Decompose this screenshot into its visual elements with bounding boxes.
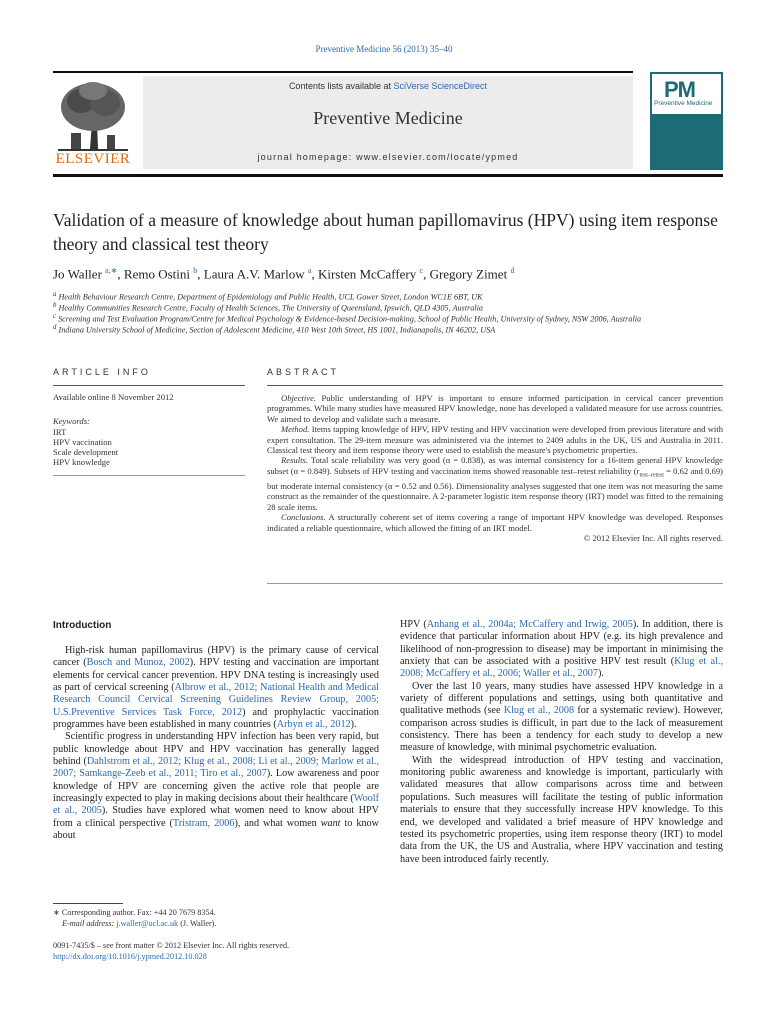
affiliation: $^b$ Healthy Communities Research Centre, Faculty of Health Sciences, The University of Queensland, Ipswich, QLD 4305, Australia [53, 302, 483, 313]
author-sup[interactable]: d [510, 266, 515, 275]
citation-link[interactable]: Klug et al., 2008; McCaffery et al., 2006; Waller et al., 2007 [400, 656, 723, 680]
journal-reference[interactable]: Preventive Medicine 56 (2013) 35–40 [315, 44, 453, 54]
abstract-method: Method. Items tapping knowledge of HPV, HPV testing and HPV vaccination were developed from previous literature and with expert consultation. The 29-item measure was administered via the internet to 2409 adults in the UK, US and Australia in 2011. Classical test theory and item response theory were used to establish the measure's psychometric properties. [267, 424, 723, 456]
journal-cover-name: Preventive Medicine [654, 100, 713, 107]
affiliation: $^a$ Health Behaviour Research Centre, Department of Epidemiology and Public Health, UCL Gower Street, London WC1E 6BT, UK [53, 291, 483, 302]
journal-homepage[interactable]: journal homepage: www.elsevier.com/locate/ypmed [257, 152, 519, 162]
body-paragraph: Scientific progress in understanding HPV infection has been very rapid, but public knowledge about HPV and HPV vaccination has generally lagged behind (Dahlstrom et al., 2012; Klug et al., 2008; Li et al., 2009; Marlow et al., 2007; Samkange-Zeeb et al., 2011; Tiro et al., 2007). Low awareness and poor knowledge of HPV are concerning given the active role that people are increasingly expected to play in making decisions about their healthcare (Woolf et al., 2005). Studies have explored what women need to know about HPV from a clinical perspective (Tristram, 2006), and what women want to know about [53, 731, 380, 842]
paper-title: Validation of a measure of knowledge about human papillomavirus (HPV) using item response theory and classical test theory [53, 210, 718, 254]
abstract-rule [267, 385, 723, 386]
keyword-item: HPV knowledge [53, 457, 110, 467]
author-sup[interactable]: a [307, 266, 312, 275]
affiliation: $^c$ Screening and Test Evaluation Program/Centre for Medical Psychology & Evidence-based Decision-making, School of Public Health, University of Sydney, NSW 2006, Australia [53, 313, 642, 324]
body-column-left [53, 645, 379, 843]
citation-link[interactable]: Arbyn et al., 2012 [276, 719, 351, 731]
header-top-rule [53, 71, 633, 73]
abstract-bottom-rule [267, 583, 723, 584]
keyword-item: HPV vaccination [53, 437, 112, 447]
abstract-copyright: © 2012 Elsevier Inc. All rights reserved. [583, 533, 723, 543]
author-name: Jo Waller [53, 266, 102, 282]
doi-link[interactable]: http://dx.doi.org/10.1016/j.ypmed.2012.10.028 [53, 952, 207, 961]
keyword-item: Scale development [53, 447, 119, 457]
available-online: Available online 8 November 2012 [53, 392, 174, 402]
affiliation: $^d$ Indiana University School of Medicine, Section of Adolescent Medicine, 410 West 10th Street, HS 1001, Indianapolis, IN 46202, USA [53, 324, 496, 335]
footnotes [53, 907, 216, 929]
contents-prefix: Contents lists available at [288, 81, 394, 91]
citation-link[interactable]: Klug et al., 2008 [503, 705, 575, 717]
journal-title: Preventive Medicine [313, 108, 463, 128]
issn-line: 0091-7435/$ – see front matter © 2012 Elsevier Inc. All rights reserved. [53, 941, 290, 950]
copyright-block [53, 940, 289, 962]
body-column-right [400, 619, 723, 866]
author-sup[interactable]: c [419, 266, 424, 275]
author-name: Remo Ostini [123, 266, 191, 282]
abstract-heading: ABSTRACT [267, 367, 340, 377]
body-paragraph: HPV (Anhang et al., 2004a; McCaffery and Irwig, 2005). In addition, there is evidence that particular information about HPV (e.g. its high prevalence and likelihood of non-progression to disease) may be important in minimising the anxiety that can be associated with a positive HPV test result (Klug et al., 2008; McCaffery et al., 2006; Waller et al., 2007). [400, 619, 723, 680]
citation-link[interactable]: Bosch and Munoz, 2002 [86, 657, 190, 669]
author-name: Kirsten McCaffery [317, 266, 417, 282]
author-list: Jo Waller $^{a,∗}$, Remo Ostini $^b$, Laura A.V. Marlow $^a$, Kirsten McCaffery $^c$, Gregory Zimet $^d$ [53, 266, 515, 282]
article-info-heading: ARTICLE INFO [53, 367, 151, 377]
citation-link[interactable]: Anhang et al., 2004a; McCaffery and Irwig, 2005 [426, 619, 633, 630]
contents-line [143, 81, 633, 91]
article-info-rule [53, 385, 245, 386]
elsevier-wordmark: ELSEVIER [55, 151, 131, 167]
email-link[interactable]: j.waller@ucl.ac.uk [116, 919, 179, 928]
article-info-bottom-rule [53, 475, 245, 476]
abstract-objective: Objective. Public understanding of HPV is important to ensure informed participation in cervical cancer prevention programmes. While many studies have measured HPV knowledge, none has developed a validated measure for use across countries. We aimed to develop and validate such a measure. [267, 393, 723, 424]
email-line: E-mail address: j.waller@ucl.ac.uk (J. Waller). [62, 919, 217, 928]
author-sup[interactable]: a,∗ [105, 266, 118, 275]
citation-link[interactable]: Dahlstrom et al., 2012; Klug et al., 2008; Li et al., 2009; Marlow et al., 2007; Samkange-Zeeb et al., 2011; Tiro et al., 2007 [53, 756, 380, 780]
author-name: Laura A.V. Marlow [203, 266, 305, 282]
author-name: Gregory Zimet [429, 266, 508, 282]
abstract-conclusions: Conclusions. A structurally coherent set of items covering a range of important HPV knowledge was developed. Responses indicated a reliable questionnaire, which allowed the fitting of an IRT model. [267, 512, 723, 533]
citation-link[interactable]: Albrow et al., 2012; National Health and Medical Research Council Cervical Screening Guidelines Review Group, 2005; U.S.Preventive Services Task Force, 2012 [53, 682, 379, 718]
sciencedirect-link[interactable]: SciVerse ScienceDirect [393, 81, 488, 91]
body-paragraph: Over the last 10 years, many studies have assessed HPV knowledge in a variety of different populations and settings, using both quantitative and qualitative methods (see Klug et al., 2008 for a systematic review). However, comparison across studies is difficult, in part due to the lack of measurement consistency. There has been a tendency for each study to develop a new measure of knowledge, with minimal psychometric evaluation. [400, 680, 723, 754]
author-sup[interactable]: b [193, 266, 198, 275]
footnote-rule [53, 903, 123, 904]
section-heading-introduction: Introduction [53, 620, 112, 631]
header-bottom-rule [53, 174, 723, 177]
citation-link[interactable]: Woolf et al., 2005 [53, 793, 379, 817]
abstract-body [267, 393, 723, 543]
abstract-results: Results. Total scale reliability was very good (α = 0.838), as was internal consistency for a 16-item general HPV knowledge subset (α = 0.849). Subsets of HPV testing and vaccination items showed reasonable test–retest reliability ($r_{test-retest} = 0.62$ and 0.69) but moderate internal consistency (α = 0.52 and 0.56). Dimensionality analyses suggested that one item was not measuring the same construct as the remainder of the questionnaire. A 2-parameter logistic item response theory (IRT) model was fitted to the remaining 28 scale items. [267, 455, 723, 512]
body-paragraph: With the widespread introduction of HPV testing and vaccination, monitoring public awareness and knowledge is important, particularly with validated measures that allow comparisons across time and between populations. Such measures will facilitate the testing of public information materials to ensure that they successfully increase HPV knowledge. To this end, we developed and validated a brief measure of HPV knowledge and tested its psychometric properties, using item response theory (IRT) to model data from the UK, the US and Australia, where HPV vaccination and testing have been introduced fairly recently. [400, 754, 723, 865]
keyword-item: IRT [53, 427, 67, 437]
journal-cover-initials: PM [664, 77, 695, 102]
citation-link[interactable]: Tristram, 2006 [172, 817, 235, 829]
body-paragraph: High-risk human papillomavirus (HPV) is the primary cause of cervical cancer (Bosch and Munoz, 2002). HPV testing and vaccination are important elements for cervical cancer prevention. HPV DNA testing is increasingly used as part of cervical screening (Albrow et al., 2012; National Health and Medical Research Council Cervical Screening Guidelines Review Group, 2005; U.S.Preventive Services Task Force, 2012) and prophylactic vaccination programmes have been established in many countries (Arbyn et al., 2012). [53, 645, 379, 731]
keywords-label: Keywords: [53, 416, 90, 426]
corresponding-author: ∗ Corresponding author. Fax: +44 20 7679 8354. [53, 908, 216, 917]
